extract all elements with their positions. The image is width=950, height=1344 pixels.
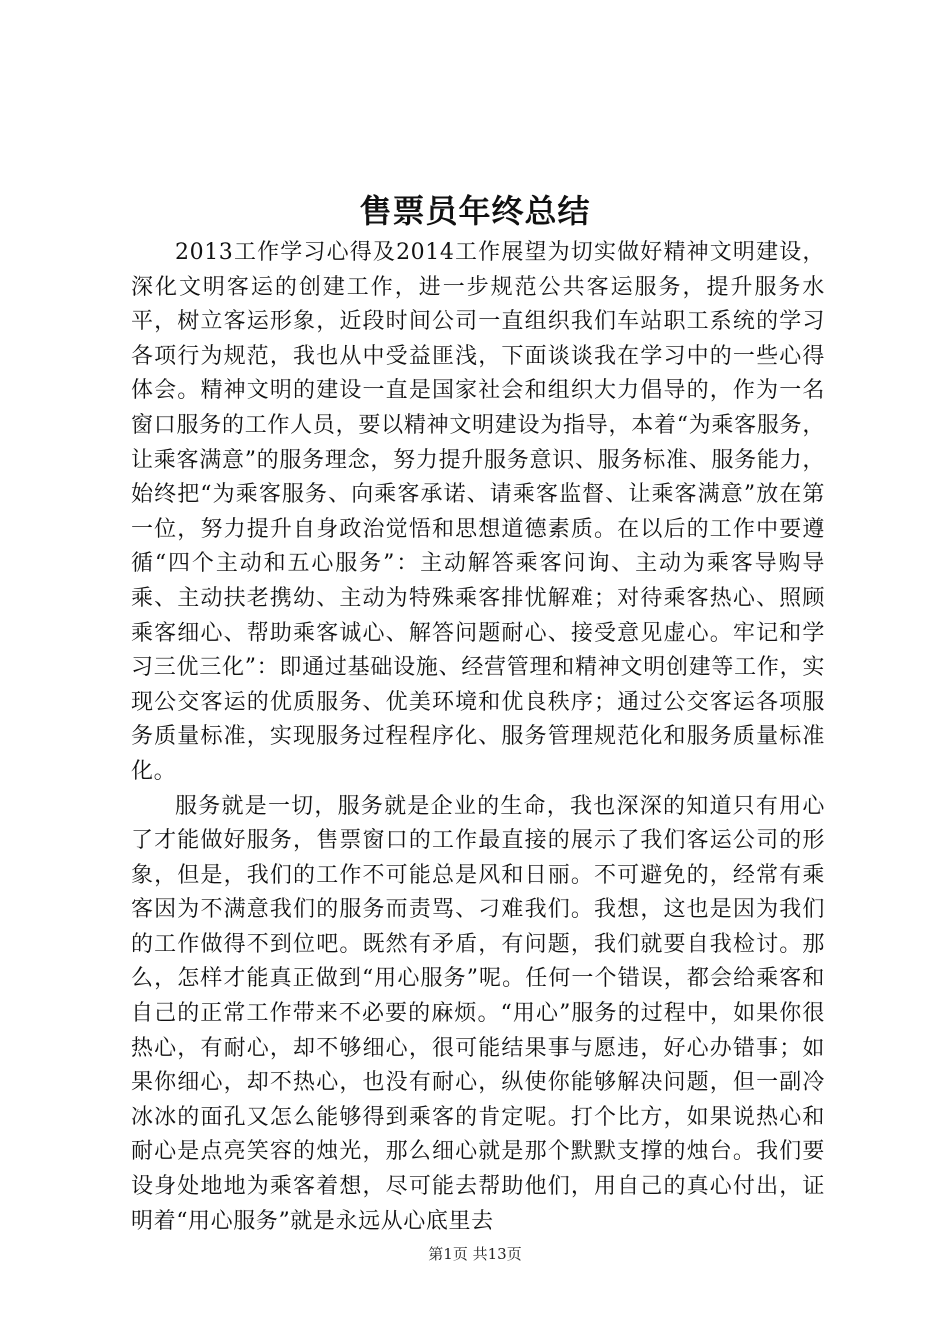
paragraph-2: 服务就是一切，服务就是企业的生命，我也深深的知道只有用心了才能做好服务，售票窗口的工作最直接的展示了我们客运公司的形象，但是，我们的工作不可能总是风和日丽。不可避免的，经常有乘客因为不满意我们的服务而责骂、刁难我们。我想，这也是因为我们的工作做得不到位吧。既然有矛盾，有问题，我们就要自我检讨。那么，怎样才能真正做到“用心服务”呢。任何一个错误，都会给乘客和自己的正常工作带来不必要的麻烦。“用心”服务的过程中，如果你很热心，有耐心，却不够细心，很可能结果事与愿违，好心办错事；如果你细心，却不热心，也没有耐心，纵使你能够解决问题，但一副冷冰冰的面孔又怎么能够得到乘客的肯定呢。打个比方，如果说热心和耐心是点亮笑容的烛光，那么细心就是那个默默支撑的烛台。我们要设身处地地为乘客着想，尽可能去帮助他们，用自己的真心付出，证明着“用心服务”就是永远从心底里去 bbox=[131, 793, 825, 1234]
page-number-footer: 第1页 共13页 bbox=[428, 1245, 522, 1263]
paragraph-1: 2013工作学习心得及2014工作展望为切实做好精神文明建设，深化文明客运的创建工作，进一步规范公共客运服务，提升服务水平，树立客运形象，近段时间公司一直组织我们车站职工系统的学习各项行为规范，我也从中受益匪浅，下面谈谈我在学习中的一些心得体会。精神文明的建设一直是国家社会和组织大力倡导的，作为一名窗口服务的工作人员，要以精神文明建设为指导，本着“为乘客服务，让乘客满意”的服务理念，努力提升服务意识、服务标准、服务能力，始终把“为乘客服务、向乘客承诺、请乘客监督、让乘客满意”放在第一位，努力提升自身政治觉悟和思想道德素质。在以后的工作中要遵循“四个主动和五心服务”：主动解答乘客问询、主动为乘客导购导乘、主动扶老携幼、主动为特殊乘客排忧解难；对待乘客热心、照顾乘客细心、帮助乘客诚心、解答问题耐心、接受意见虚心。牢记和学习三优三化”：即通过基础设施、经营管理和精神文明创建等工作，实现公交客运的优质服务、优美环境和优良秩序；通过公交客运各项服务质量标准，实现服务过程程序化、服务管理规范化和服务质量标准化。 bbox=[131, 240, 825, 784]
document-body bbox=[131, 236, 825, 1239]
document-title: 售票员年终总结 bbox=[359, 192, 591, 230]
